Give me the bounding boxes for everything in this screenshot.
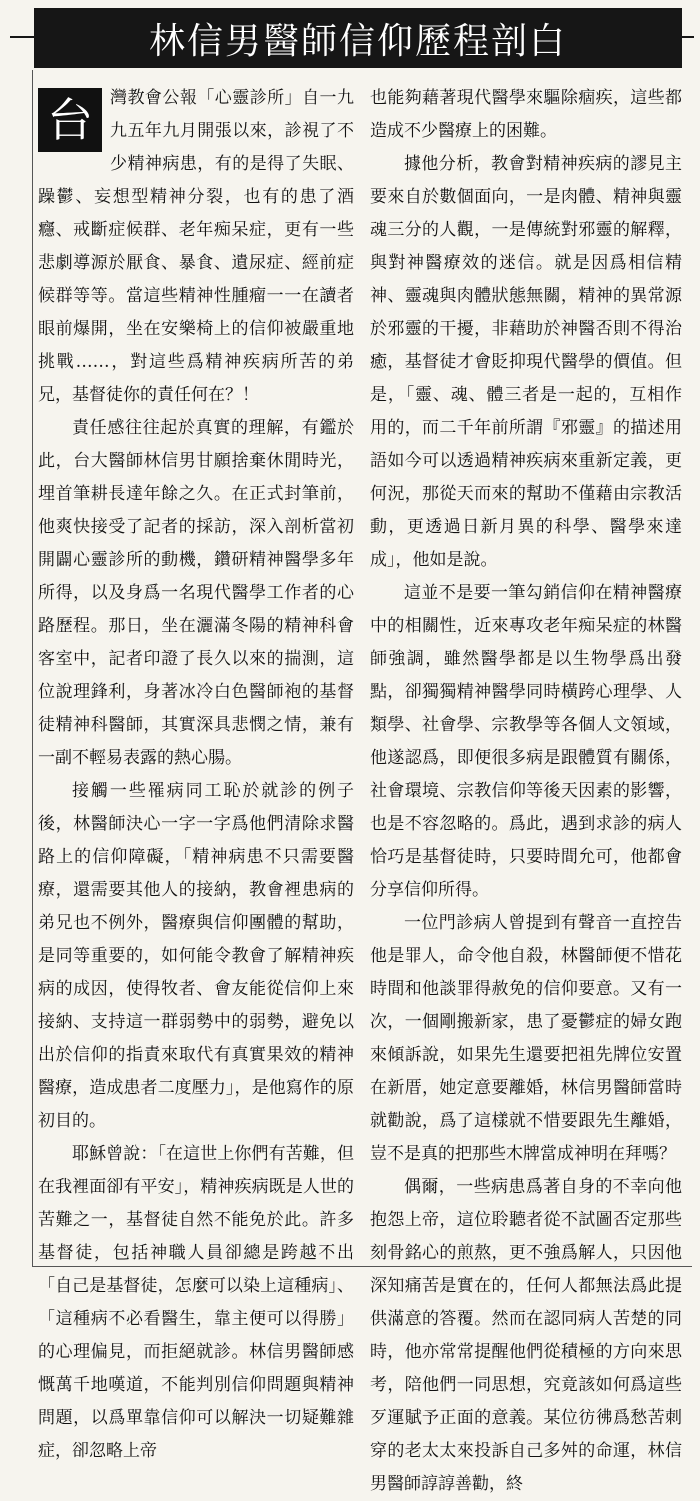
paragraph-1	[38, 82, 354, 412]
paragraph-3: 接觸一些罹病同工恥於就診的例子後，林醫師決心一字一字爲他們清除求醫路上的信仰障礙，「精神病患不只需要醫療，還需要其他人的接納，教會裡患病的弟兄也不例外，醫療與信仰團體的幫助，是同等重要的，如何能令教會了解精神疾病的成因，使得牧者、會友能從信仰上來接納、支持這一群弱勢中的弱勢，避免以出於信仰的指責來取代有真實果效的精神醫療，造成患者二度壓力」，是他寫作的原初目的。	[38, 781, 354, 1131]
paragraph-9: 偶爾，一些病患爲著自身的不幸向他抱怨上帝，這位聆聽者從不試圖否定那些刻骨銘心的煎熬，更不強爲解人，只因他深知痛苦是實在的，任何人都無法爲此提供滿意的答覆。然而在認同病人苦楚的同時，他亦常常提醒他們從積極的方向來思考，陪他們一同思想，究竟該如何爲這些歹運賦予正面的意義。某位彷彿爲愁苦刺穿的老太太來投訴自己多舛的命運，林信男醫師諄諄善勸，終	[370, 1177, 682, 1494]
title-banner	[34, 8, 682, 68]
paragraph-2: 責任感往往起於真實的理解，有鑑於此，台大醫師林信男甘願捨棄休閒時光，埋首筆耕長達年餘之久。在正式封筆前，他爽快接受了記者的採訪，深入剖析當初開闢心靈診所的動機，鑽研精神醫學多年所得，以及身爲一名現代醫學工作者的心路歷程。那日，坐在灑滿冬陽的精神科會客室中，記者印證了長久以來的揣測，這位說理鋒利，身著冰冷白色醫師袍的基督徒精神科醫師，其實深具悲憫之情，兼有一副不輕易表露的熱心腸。	[38, 418, 354, 768]
article-column-right	[370, 82, 682, 1501]
paragraph-7: 這並不是要一筆勾銷信仰在精神醫療中的相關性，近來專攻老年痴呆症的林醫師強調，雖然醫學都是以生物學爲出發點，卻獨獨精神醫學同時橫跨心理學、人類學、社會學、宗教學等各個人文領域，他遂認爲，即便很多病是跟體質有關係，社會環境、宗教信仰等後天因素的影響，也是不容忽略的。爲此，遇到求診的病人恰巧是基督徒時，只要時間允可，他都會分享信仰所得。	[370, 583, 682, 900]
paragraph-6: 據他分析，教會對精神疾病的謬見主要來自於數個面向，一是肉體、精神與靈魂三分的人觀，一是傳統對邪靈的解釋，與對神醫療效的迷信。就是因爲相信精神、靈魂與肉體狀態無關，精神的異常源於邪靈的干擾，非藉助於神醫否則不得治癒，基督徒才會貶抑現代醫學的價值。但是，「靈、魂、體三者是一起的，互相作用的，而二千年前所謂『邪靈』的描述用語如今可以透過精神疾病來重新定義，更何況，那從天而來的幫助不僅藉由宗教活動，更透過日新月異的科學、醫學來達成」，他如是說。	[370, 154, 682, 570]
article-title: 林信男醫師信仰歷程剖白	[148, 20, 567, 62]
title-rule-left	[10, 36, 34, 38]
paragraph-8: 一位門診病人曾提到有聲音一直控告他是罪人，命令他自殺，林醫師便不惜花時間和他談罪得赦免的信仰要意。又有一次，一個剛搬新家，患了憂鬱症的婦女跑來傾訴說，如果先生還要把祖先牌位安置在新厝，她定意要離婚，林信男醫師當時就勸說，爲了這樣就不惜要跟先生離婚，豈不是真的把那些木牌當成神明在拜嗎？	[370, 913, 682, 1164]
paragraph-1-text: 灣教會公報「心靈診所」自一九九五年九月開張以來，診視了不少精神病患，有的是得了失眠、躁鬱、妄想型精神分裂，也有的患了酒癮、戒斷症候群、老年痴呆症，更有一些悲劇導源於厭食、暴食、遺尿症、經前症候群等等。當這些精神性腫瘤一一在讀者眼前爆開，坐在安樂椅上的信仰被嚴重地挑戰……，對這些爲精神疾病所苦的弟兄，基督徒你的責任何在？！	[38, 88, 354, 405]
article-column-left	[38, 82, 354, 1468]
paragraph-5: 也能夠藉著現代醫學來驅除痼疾，這些都造成不少醫療上的困難。	[370, 88, 682, 141]
drop-cap: 台	[38, 88, 102, 152]
paragraph-4: 耶穌曾說：「在這世上你們有苦難，但在我裡面卻有平安」，精神疾病既是人世的苦難之一，基督徒自然不能免於此。許多基督徒，包括神職人員卻總是跨越不出「自己是基督徒，怎麼可以染上這種病」、「這種病不必看醫生，靠主便可以得勝」的心理偏見，而拒絕就診。林信男醫師感慨萬千地嘆道，不能判別信仰問題與精神問題，以爲單靠信仰可以解決一切疑難雜症，卻忽略上帝	[38, 1144, 354, 1461]
title-rule-right	[682, 36, 694, 38]
column-border-left	[32, 70, 33, 1266]
